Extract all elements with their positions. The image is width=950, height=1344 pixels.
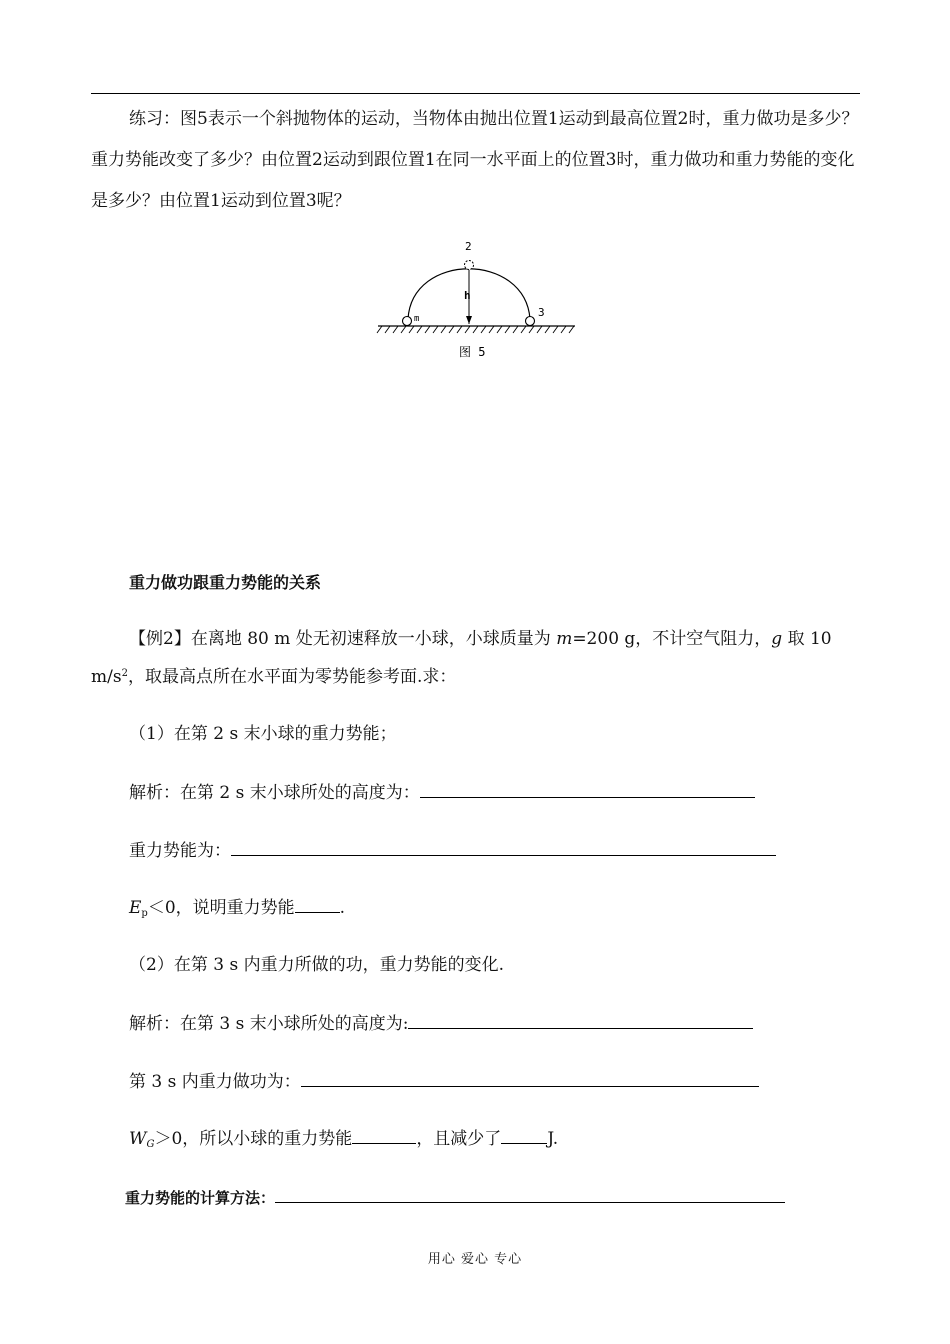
answer2-note-text-2: ，且减少了 [416,1129,502,1149]
answer2-work-label: 第 3 s 内重力做功为： [129,1072,301,1092]
exercise-text: 练习：图5表示一个斜抛物体的运动，当物体由抛出位置1运动到最高位置2时，重力做功是多少？重力势能改变了多少？由位置2运动到跟位置1在同一水平面上的位置3时，重力做功和重力势能的变化是多少？由位置1运动到位置3呢？ [91,109,859,211]
work-subscript: G [146,1139,155,1150]
blank-method[interactable] [275,1186,785,1203]
answer1-energy-label: 重力势能为： [129,841,231,861]
example2-line1 [129,628,832,650]
answer2-note-text: ＞0，所以小球的重力势能 [154,1129,353,1149]
blank-work-3s[interactable] [301,1070,759,1087]
header-rule [91,93,860,94]
label-3: 3 [538,306,545,319]
example2-line2 [91,666,456,688]
blank-potential-energy[interactable] [231,839,776,856]
ground-hatching [377,326,574,333]
example2-intro-c: 取 10 [782,629,832,649]
energy-subscript: p [141,908,148,919]
answer1-note-end: . [339,898,346,918]
blank-decrease-amount[interactable] [501,1127,547,1144]
unit-ms: m/s [91,667,122,687]
mass-symbol: m [556,629,573,649]
answer1-height-label: 解析：在第 2 s 末小球所处的高度为： [129,783,420,803]
figure-5 [370,232,585,367]
unit-exponent: 2 [121,668,128,679]
example2-intro-line2: ，取最高点所在水平面为零势能参考面.求： [127,667,457,687]
method-label: 重力势能的计算方法： [125,1189,276,1207]
question-2: （2）在第 3 s 内重力所做的功，重力势能的变化. [129,955,504,975]
method-line [125,1186,785,1209]
answer1-note [129,896,345,919]
blank-height-3s[interactable] [408,1012,753,1029]
question-1: （1）在第 2 s 末小球的重力势能； [129,724,397,744]
answer1-note-text: ＜0，说明重力势能 [147,898,295,918]
answer2-height-label: 解析：在第 3 s 末小球所处的高度为: [129,1014,409,1034]
blank-energy-change[interactable] [352,1127,416,1144]
footer: 用心 爱心 专心 [427,1252,523,1267]
answer2-height [129,1012,753,1035]
exercise-paragraph [91,99,861,222]
ball-position-3 [526,317,535,326]
figure-caption: 图 5 [459,345,486,359]
label-h: h [464,289,471,302]
energy-symbol: E [129,898,142,918]
answer2-note [129,1127,558,1150]
blank-height-2s[interactable] [420,781,755,798]
gravity-symbol: g [771,629,783,649]
answer1-energy [129,839,776,862]
example2-intro-a: 【例2】在离地 80 m 处无初速释放一小球，小球质量为 [129,629,557,649]
ball-position-1 [403,317,412,326]
blank-energy-sign[interactable] [295,896,340,913]
label-m: m [414,314,420,324]
work-symbol: W [129,1129,147,1149]
ball-position-2 [465,261,474,270]
answer2-note-end: J. [547,1129,559,1149]
example2-intro-b: =200 g，不计空气阻力， [572,629,772,649]
answer1-height [129,781,755,804]
answer2-work [129,1070,759,1093]
label-2: 2 [465,240,472,253]
height-arrowhead [466,316,472,324]
section-title: 重力做功跟重力势能的关系 [129,573,322,592]
